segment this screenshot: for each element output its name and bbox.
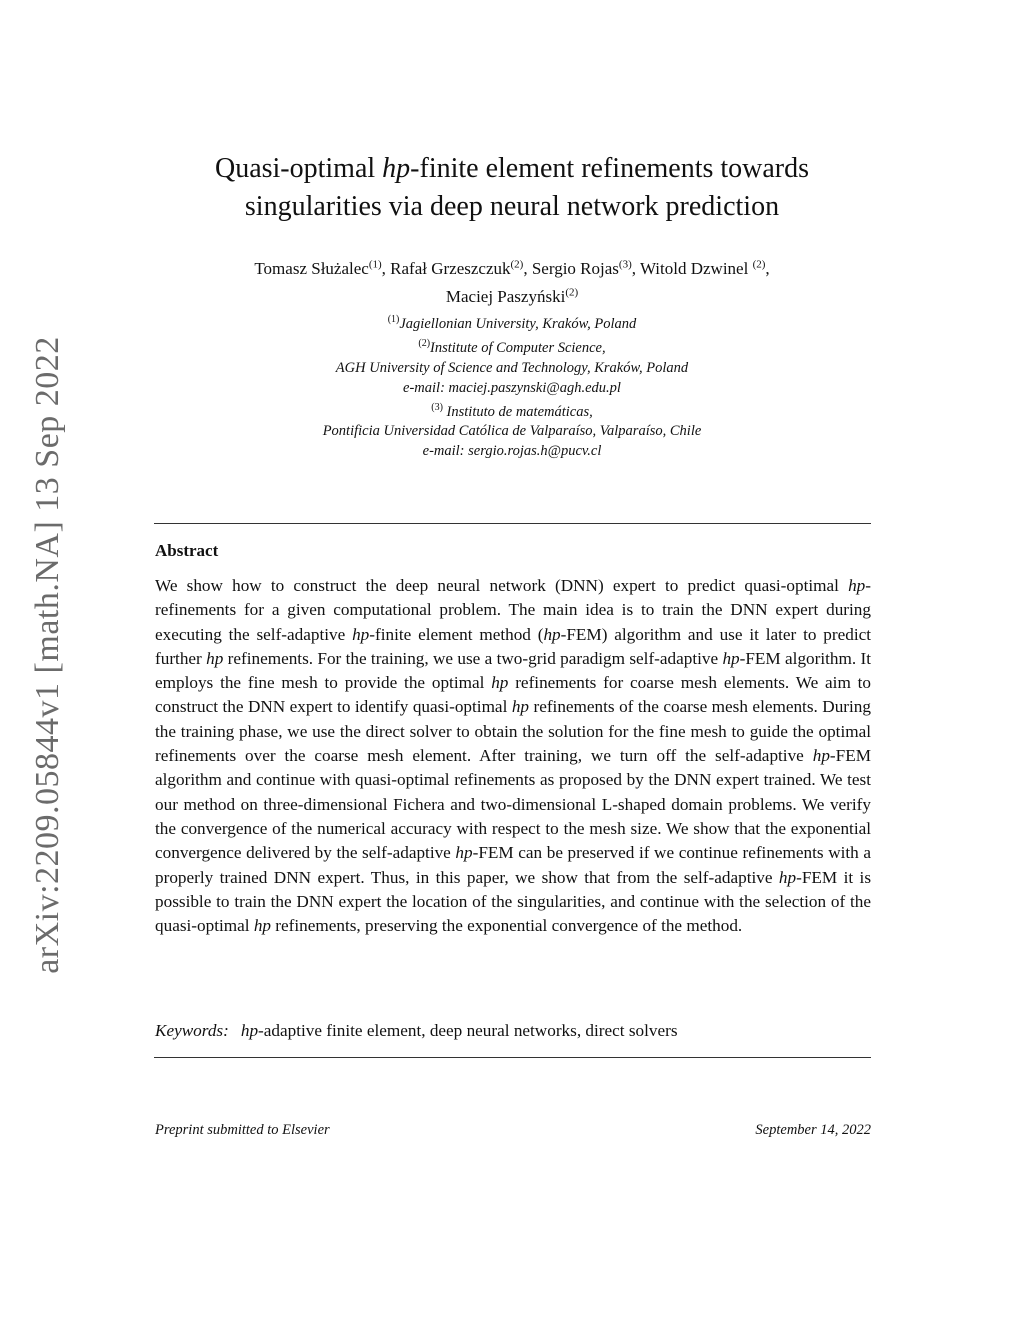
author-separator: , (631, 258, 640, 278)
affiliation-mark: (2) (418, 337, 431, 349)
abstract-body (155, 574, 871, 938)
abstract-hp-term: hp (778, 867, 797, 887)
abstract-text: -FEM it is possible to train the DNN expert the location of the singularities, and continue with the selection of the quasi-optimal (155, 867, 872, 936)
author-name: Tomasz Służalec (254, 258, 369, 278)
author-separator: , (381, 258, 391, 278)
abstract-text: refinements. For the training, we use a two-grid paradigm self-adaptive (223, 648, 723, 668)
author-name: Maciej Paszyński (445, 287, 566, 307)
preprint-note: Preprint submitted to Elsevier (155, 1122, 330, 1138)
abstract-hp-term: hp (511, 697, 529, 717)
abstract-hp-term: hp (253, 916, 271, 936)
affiliation-email: e-mail: sergio.rojas.h@pucv.cl (422, 443, 602, 460)
abstract-hp-term: hp (848, 576, 866, 595)
affiliation-text: Institute of Computer Science, (430, 339, 606, 356)
author-affil-mark: (3) (618, 258, 632, 270)
affiliation-line (150, 398, 874, 422)
author-separator: , (765, 258, 770, 278)
affiliation-line (150, 310, 874, 334)
abstract-hp-term: hp (812, 746, 830, 766)
title-line1-pre: Quasi-optimal (214, 153, 383, 184)
affiliation-mark: (3) (431, 401, 443, 413)
abstract-text: -refinements for a given computational problem. The main idea is to train the DNN expert during executing the self-adaptive (155, 576, 871, 644)
keywords-hp: hp (240, 1021, 259, 1040)
paper-title (150, 150, 874, 226)
abstract-hp-term: hp (352, 624, 370, 644)
affiliation-email: e-mail: maciej.paszynski@agh.edu.pl (403, 379, 621, 396)
affiliation-line (150, 378, 874, 398)
abstract-hp-term: hp (455, 843, 473, 863)
abstract-hp-term: hp (206, 648, 224, 668)
affiliation-line (150, 334, 874, 358)
keywords-label: Keywords: (155, 1021, 229, 1040)
author-3 (640, 259, 770, 278)
abstract-text: refinements of the coarse mesh elements. During the training phase, we use the direct solver to obtain the solution for the fine mesh to guide the optimal refinements over the coarse mesh element. After training, we turn off the self-adaptive (155, 697, 871, 766)
abstract-top-rule (154, 523, 871, 524)
affiliation-line (150, 441, 874, 461)
abstract-text: refinements, preserving the exponential convergence of the method. (271, 916, 743, 936)
keywords (155, 1019, 871, 1043)
abstract-heading: Abstract (155, 541, 219, 560)
abstract-text: -FEM can be preserved if we continue refinements with a properly trained DNN expert. Thus, in this paper, we show that from the self-adaptive (155, 843, 871, 887)
author-separator: , (523, 258, 532, 278)
author-affil-mark: (2) (510, 258, 524, 270)
abstract-text: -finite element method ( (369, 624, 544, 644)
abstract-hp-term: hp (543, 624, 561, 644)
affiliations (150, 310, 874, 461)
author-affil-mark: (1) (368, 258, 382, 270)
author-list (150, 252, 874, 309)
author-4 (446, 287, 578, 306)
affiliation-text: Pontificia Universidad Católica de Valparaíso, Valparaíso, Chile (322, 423, 702, 440)
abstract-hp-term: hp (491, 673, 509, 693)
author-0 (254, 259, 390, 278)
abstract-hp-term: hp (722, 648, 740, 668)
author-affil-mark: (2) (565, 286, 579, 299)
author-affil-mark: (2) (752, 258, 766, 270)
affiliation-text: AGH University of Science and Technology, Kraków, Poland (335, 359, 689, 376)
affiliation-line (150, 358, 874, 378)
footer-date: September 14, 2022 (755, 1122, 871, 1138)
title-line2: singularities via deep neural network prediction (244, 191, 780, 222)
affiliation-line (150, 421, 874, 441)
keywords-text: -adaptive finite element, deep neural networks, direct solvers (258, 1021, 678, 1040)
author-name: Sergio Rojas (531, 258, 619, 278)
abstract-text: -FEM) algorithm and use it later to predict further (155, 624, 871, 668)
abstract-text: -FEM algorithm and continue with quasi-optimal refinements as proposed by the DNN expert trained. We test our method on three-dimensional Fichera and two-dimensional L-shaped domain problems. We verify the convergence of the numerical accuracy with respect to the mesh size. We show that the exponential convergence delivered by the self-adaptive (155, 746, 871, 863)
title-line1-hp: hp (382, 153, 411, 184)
affiliation-mark: (1) (387, 314, 400, 325)
abstract-text: -FEM algorithm. It employs the fine mesh to provide the optimal (155, 648, 871, 693)
author-1 (390, 259, 532, 278)
abstract-text: refinements for coarse mesh elements. We aim to construct the DNN expert to identify quasi-optimal (155, 673, 871, 717)
author-name: Witold Dzwinel (639, 258, 753, 278)
abstract-bottom-rule (154, 1057, 871, 1058)
author-name: Rafał Grzeszczuk (390, 258, 511, 278)
author-2 (532, 259, 640, 278)
arxiv-identifier-stamp (18, 330, 78, 980)
abstract-text: We show how to construct the deep neural network (DNN) expert to predict quasi-optimal (155, 576, 849, 595)
affiliation-text: Jagiellonian University, Kraków, Poland (399, 315, 637, 332)
title-line1-post: -finite element refinements towards (410, 153, 810, 184)
arxiv-identifier-text: arXiv:2209.05844v1 [math.NA] 13 Sep 2022 (29, 336, 67, 974)
affiliation-text: Instituto de matemáticas, (442, 403, 593, 420)
